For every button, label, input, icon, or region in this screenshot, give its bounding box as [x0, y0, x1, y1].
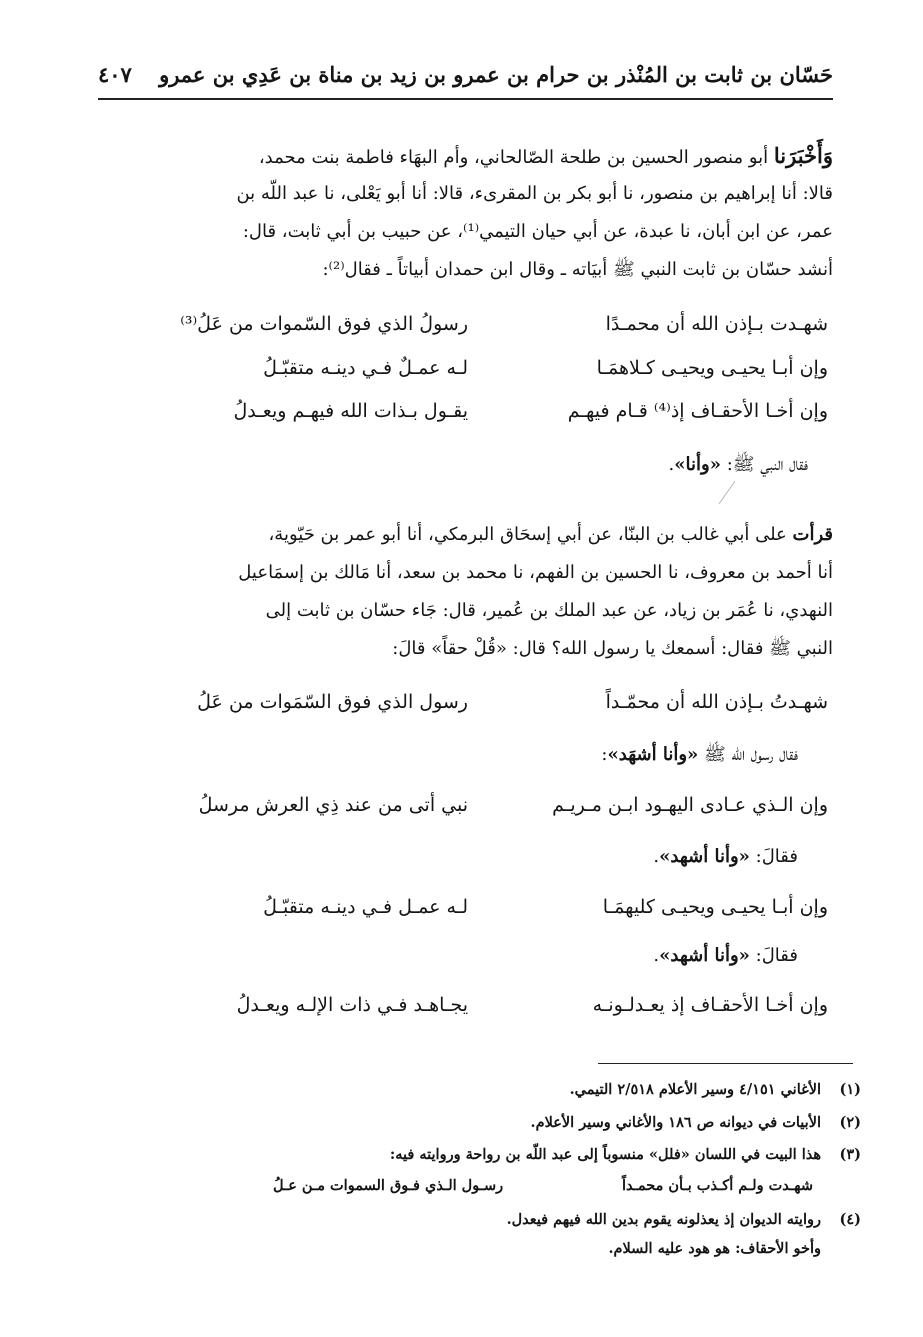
reply-quote: «وأنا»: [674, 454, 721, 475]
verse-second-hemistich: نبي أتى من عند ذِي العرش مرسلُ: [198, 794, 468, 816]
line-text: على أبي غالب بن البنّا، عن أبي إسحَاق البرمكي، أنا أبو عمر بن حَيّوية،: [268, 524, 793, 545]
line-text: أبو منصور الحسين بن طلحة الصّالحاني، وأم البهَاء فاطمة بنت محمد،: [258, 147, 774, 168]
reply-prefix: فقال النبي ﷺ:: [720, 454, 808, 475]
reply-prefix: فقالَ:: [749, 846, 798, 867]
verse-3: [138, 400, 828, 440]
prophet-reply: [653, 846, 798, 867]
paragraph-1-line-4: أنشد حسّان بن ثابت النبي ﷺ أبيَاته ـ وقال ابن حمدان أبياتاً ـ فقال⁽²⁾:: [322, 259, 833, 280]
prophet-reply: [601, 743, 798, 769]
footnote-1: [81, 1081, 861, 1098]
reply-suffix: .: [668, 454, 675, 475]
paragraph-1-line-2: قالا: أنا إبراهيم بن منصور، نا أبو بكر بن المقرىء، قالا: أنا أبو يَعْلى، نا عبد اللّه بن: [236, 183, 833, 204]
footnote-text: الأغاني ٤/١٥١ وسير الأعلام ٢/٥١٨ التيمي.: [569, 1081, 821, 1098]
footnote-2: [81, 1114, 861, 1131]
pen-stroke: [719, 481, 736, 505]
reply-prefix: فقال رسول الله ﷺ: [698, 744, 798, 765]
verse-first-hemistich: شهـدت ولـم أكـذب بـأن محمـداً: [621, 1177, 813, 1194]
verse-first-hemistich: وإن أبـا يحيـى ويحيـى كليهمَـا: [602, 896, 828, 918]
verse-second-hemistich: رسـول الـذي فـوق السموات مـن عـلُ: [273, 1177, 504, 1194]
verse-second-hemistich: لـه عمـل فـي دينـه متقبّـلُ: [263, 896, 468, 918]
verse-first-hemistich: شهـدت بـإذن الله أن محمـدًا: [605, 313, 828, 335]
footnote-rule: [598, 1063, 853, 1064]
footnote-text: هذا البيت في اللسان «فلل» منسوباً إلى عبد اللّه بن رواحة وروايته فيه:: [389, 1146, 821, 1163]
paragraph-2-line-3: النهدي، نا عُمَر بن زياد، عن عبد الملك بن عُمير، قال: جَاء حسّان بن ثابت إلى: [265, 600, 833, 621]
prophet-reply: [653, 945, 798, 966]
footnote-number: (٤): [839, 1211, 861, 1228]
verse-5: [138, 794, 828, 834]
lead-word: قرأت: [792, 524, 833, 545]
footnote-4-note: وأخو الأحقاف: هو هود عليه السلام.: [608, 1240, 821, 1257]
running-title: حَسّان بن ثابت بن المُنْذر بن حرام بن عمرو بن زيد بن مناة بن عَدِي بن عمرو: [159, 62, 833, 87]
reply-suffix: .: [653, 846, 660, 867]
verse-first-hemistich: وإن أخـا الأحقـاف إذ يعـدلـونـه: [592, 994, 828, 1016]
footnote-4: [81, 1211, 861, 1228]
verse-6: [138, 896, 828, 936]
footnote-number: (١): [839, 1081, 861, 1098]
footnote-text: روايته الديوان إذ يعذلونه يقوم بدين الله فيهم فيعدل.: [506, 1211, 821, 1228]
prophet-reply: [669, 453, 808, 479]
footnote-3-verse: [273, 1177, 813, 1201]
reply-prefix: فقالَ:: [749, 945, 798, 966]
paragraph-2-line-1: [95, 516, 833, 554]
verse-second-hemistich: رسول الذي فوق السّمَوات من عَلُ: [197, 691, 468, 713]
verse-1: [138, 313, 828, 353]
footnote-text: الأبيات في ديوانه ص ١٨٦ والأغاني وسير الأعلام.: [530, 1114, 821, 1131]
lead-word: وَأَخْبَرَنا: [773, 143, 833, 168]
paragraph-2-line-4: النبي ﷺ فقال: أسمعك يا رسول الله؟ قال: «قُلْ حقاً» قالَ:: [392, 638, 833, 659]
page-number: ٤٠٧: [98, 62, 132, 87]
reply-quote: «وأنا أشهد»: [659, 945, 750, 966]
verse-second-hemistich: لـه عمـلٌ فـي دينـه متقبّـلُ: [263, 357, 468, 379]
paragraph-1-line-1: [95, 137, 833, 177]
footnote-number: (٢): [839, 1114, 861, 1131]
verse-first-hemistich: وإن أخـا الأحقـاف إذ⁽⁴⁾ قـام فيهـم: [567, 400, 828, 422]
verse-7: [138, 994, 828, 1034]
footnote-3: [81, 1146, 861, 1163]
paragraph-1-line-3: عمر، عن ابن أبان، نا عبدة، عن أبي حيان التيمي⁽¹⁾، عن حبيب بن أبي ثابت، قال:: [242, 221, 833, 242]
verse-first-hemistich: شهـدتُ بـإذن الله أن محمّـداً: [605, 691, 828, 713]
verse-first-hemistich: وإن الـذي عـادى اليهـود ابـن مـريـم: [552, 794, 828, 816]
reply-quote: «وأنا أشهد»: [659, 846, 750, 867]
verse-second-hemistich: يقـول بـذات الله فيهـم ويعـدلُ: [233, 400, 468, 422]
header-rule: [98, 98, 833, 100]
verse-2: [138, 357, 828, 397]
reply-suffix: .: [653, 945, 660, 966]
footnote-number: (٣): [839, 1146, 861, 1163]
paragraph-2-line-2: أنا أحمد بن معروف، نا الحسين بن الفهم، نا محمد بن سعد، أنا مَالك بن إسمَاعيل: [238, 562, 833, 583]
verse-first-hemistich: وإن أبـا يحيـى ويحيـى كـلاهمَـا: [596, 357, 828, 379]
reply-suffix: :: [601, 744, 608, 765]
page-header: [98, 62, 833, 92]
verse-4: [138, 691, 828, 731]
verse-second-hemistich: رسولُ الذي فوق السّموات من عَلُ⁽³⁾: [180, 313, 468, 335]
verse-second-hemistich: يجـاهـد فـي ذات الإلـه ويعـدلُ: [236, 994, 468, 1016]
reply-quote: «وأنا أشهَد»: [607, 744, 699, 765]
